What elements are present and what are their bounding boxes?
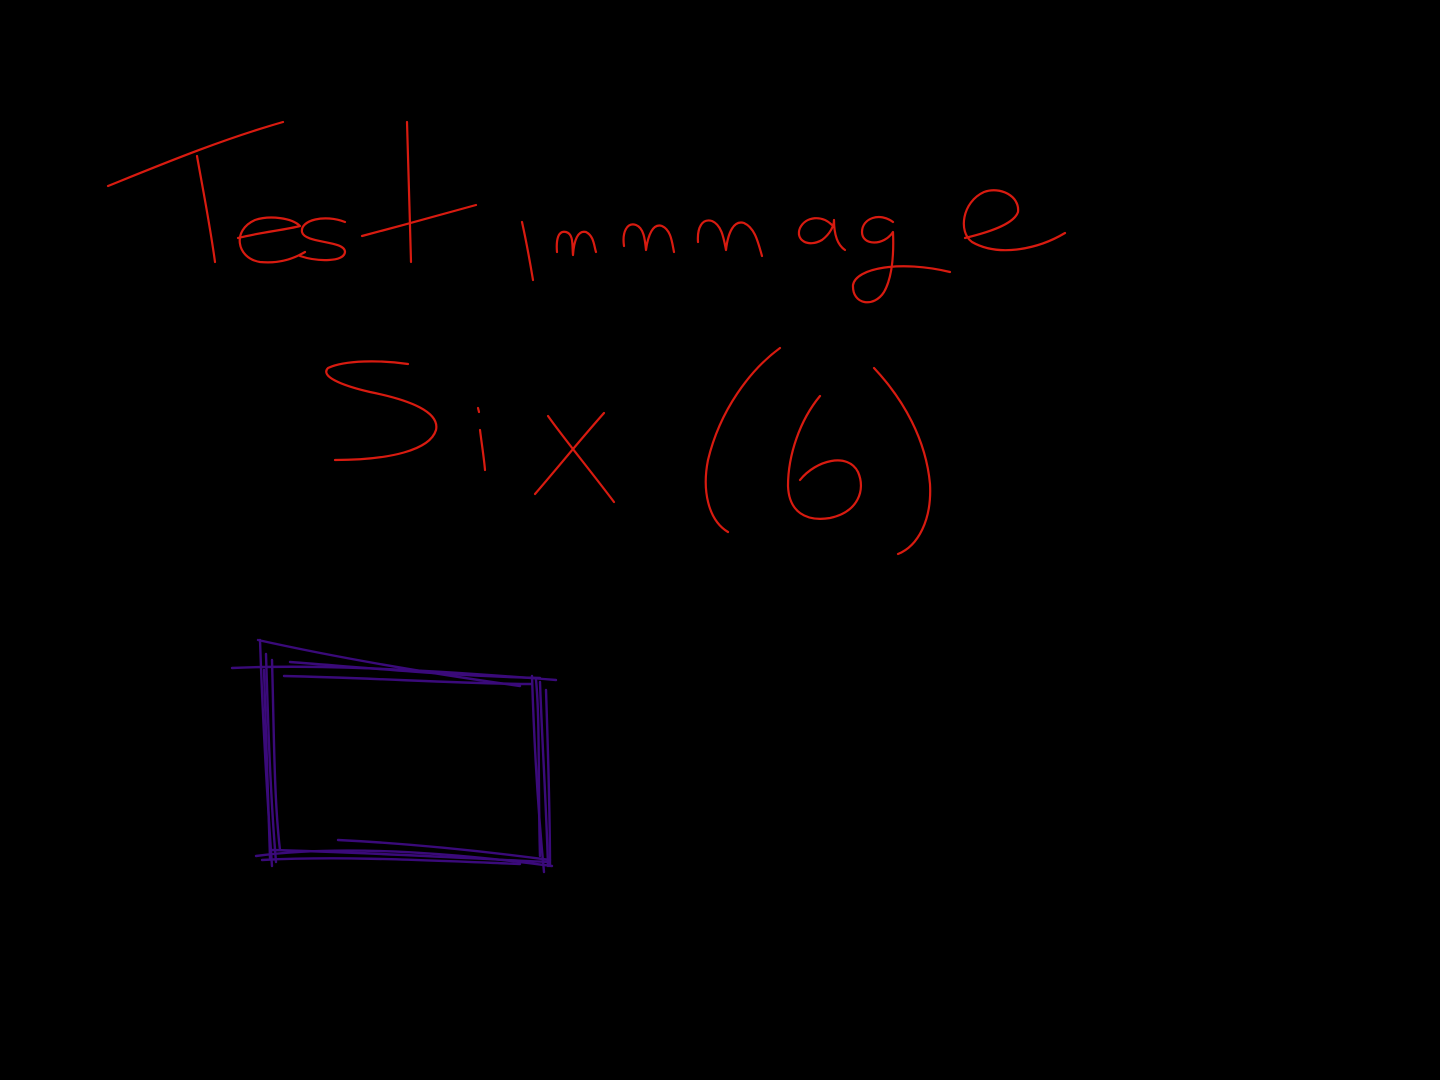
letter-I [522, 222, 533, 280]
scribbled-rectangle [232, 640, 556, 872]
letter-t [362, 122, 476, 262]
handwritten-line-1 [108, 122, 1065, 302]
letter-i [478, 408, 485, 470]
letter-S [326, 361, 436, 460]
open-paren [706, 348, 780, 532]
letter-e-2 [964, 190, 1065, 250]
letter-m-3 [698, 220, 762, 256]
letter-s [300, 218, 345, 260]
letter-m-2 [624, 224, 674, 252]
close-paren [874, 368, 930, 554]
handwritten-line-2 [326, 348, 930, 554]
letter-m-1 [557, 232, 596, 255]
letter-e-1 [238, 218, 305, 263]
letter-T [108, 122, 283, 262]
letter-a [799, 218, 845, 250]
digit-6 [788, 396, 861, 519]
letter-g [853, 217, 950, 302]
letter-x [535, 413, 614, 502]
